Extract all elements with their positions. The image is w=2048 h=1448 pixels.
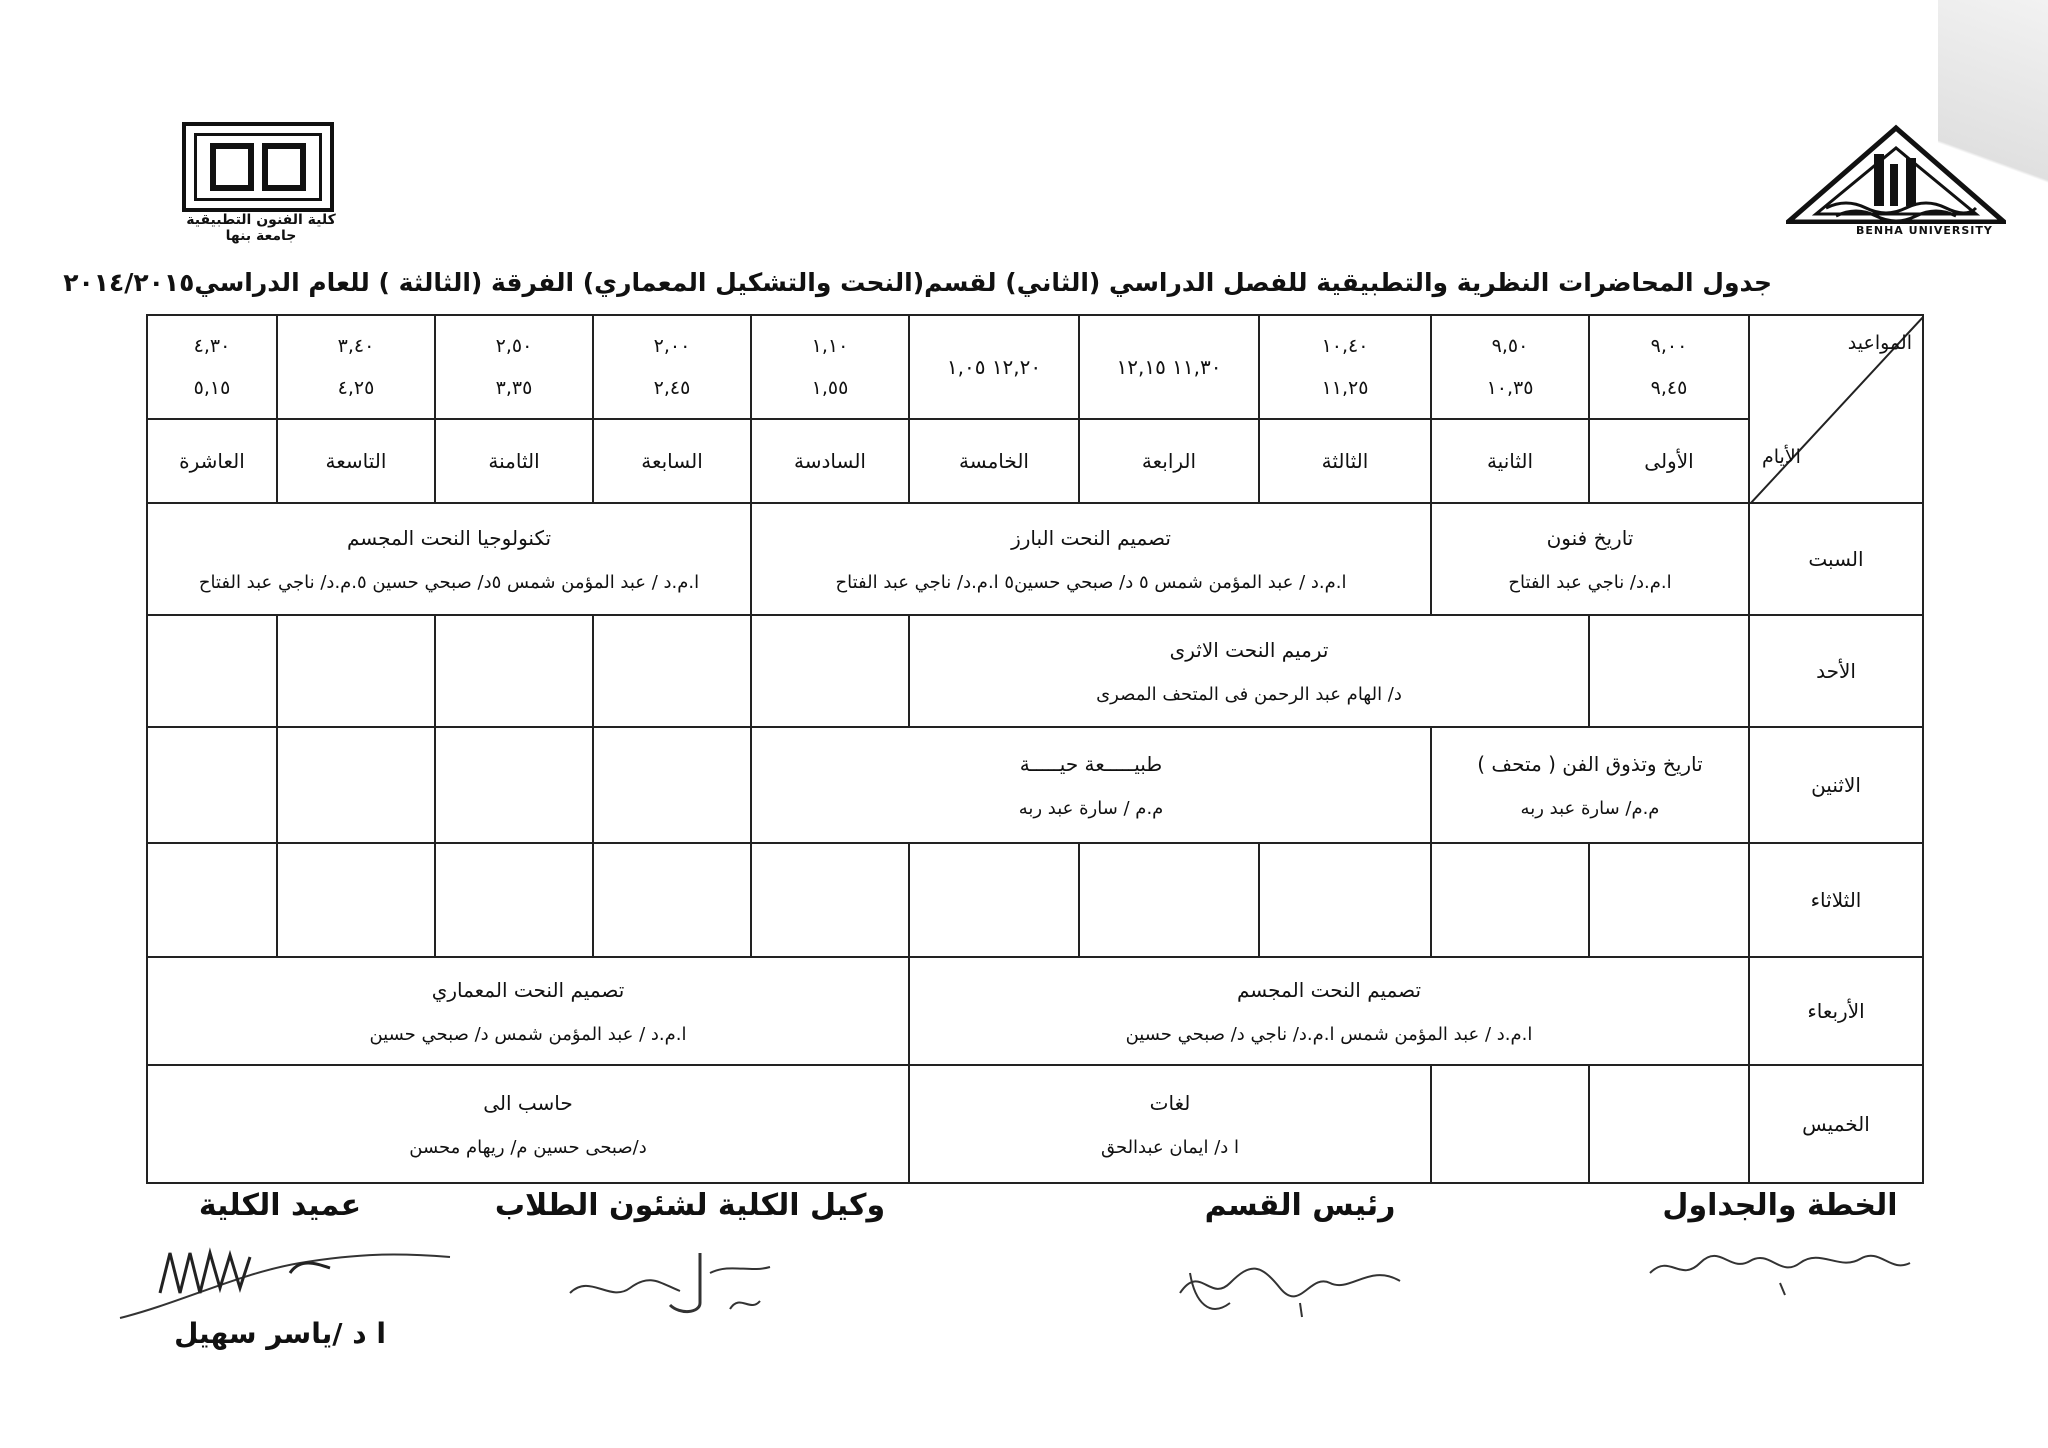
handwritten-signature-icon <box>1630 1233 1930 1303</box>
university-logo-caption: BENHA UNIVERSITY <box>1856 224 1993 237</box>
empty-cell <box>1589 1065 1749 1183</box>
empty-cell <box>1259 843 1431 957</box>
period-label: الخامسة <box>909 419 1079 503</box>
periods-row <box>147 419 1923 503</box>
session-cell: طبيـــــعة حيـــــة م.م / سارة عبد ربه <box>751 727 1431 843</box>
empty-cell <box>277 615 435 727</box>
day-label: الأحد <box>1749 615 1923 727</box>
empty-cell <box>435 615 593 727</box>
day-label: الاثنين <box>1749 727 1923 843</box>
faculty-logo <box>182 122 340 244</box>
logo-glyph-left-icon <box>210 143 254 191</box>
session-cell: تكنولوجيا النحت المجسم ا.م.د / عبد المؤمن شمس ٥د/ صبحي حسين ٥.م.د/ ناجي عبد الفتاح <box>147 503 751 615</box>
day-label: الخميس <box>1749 1065 1923 1183</box>
time-slot: ١,١٠ ١,٥٥ <box>751 315 909 419</box>
handwritten-signature-icon <box>1150 1233 1450 1323</box>
handwritten-signature-icon <box>530 1233 850 1323</box>
time-slot: ٤,٣٠ ٥,١٥ <box>147 315 277 419</box>
period-label: الرابعة <box>1079 419 1259 503</box>
times-label: المواعيد <box>1847 332 1912 354</box>
day-row-tuesday <box>147 843 1923 957</box>
time-slot: ٢,٠٠ ٢,٤٥ <box>593 315 751 419</box>
period-label: السابعة <box>593 419 751 503</box>
day-row-sunday <box>147 615 1923 727</box>
signature-label: رئيس القسم <box>1204 1188 1396 1223</box>
empty-cell <box>1589 843 1749 957</box>
session-cell: تصميم النحت البارز ا.م.د / عبد المؤمن شمس ٥ د/ صبحي حسين٥ ا.م.د/ ناجي عبد الفتاح <box>751 503 1431 615</box>
logo-glyph-right-icon <box>262 143 306 191</box>
time-slot: ٩,٥٠ ١٠,٣٥ <box>1431 315 1589 419</box>
day-row-monday <box>147 727 1923 843</box>
empty-cell <box>909 843 1079 957</box>
period-label: الثانية <box>1431 419 1589 503</box>
empty-cell <box>147 727 277 843</box>
day-label: الأربعاء <box>1749 957 1923 1065</box>
empty-cell <box>1431 843 1589 957</box>
schedule-table <box>146 314 1924 1184</box>
empty-cell <box>147 615 277 727</box>
time-slot: ٣,٤٠ ٤,٢٥ <box>277 315 435 419</box>
signature-vice-dean <box>480 1188 900 1323</box>
empty-cell <box>1589 615 1749 727</box>
empty-cell <box>147 843 277 957</box>
session-cell: تاريخ فنون ا.م.د/ ناجي عبد الفتاح <box>1431 503 1749 615</box>
empty-cell <box>751 615 909 727</box>
session-cell: تصميم النحت المعماري ا.م.د / عبد المؤمن شمس د/ صبحي حسين <box>147 957 909 1065</box>
session-cell: تاريخ وتذوق الفن ( متحف ) م.م/ سارة عبد ربه <box>1431 727 1749 843</box>
signature-label: الخطة والجداول <box>1662 1188 1898 1223</box>
day-label: الثلاثاء <box>1749 843 1923 957</box>
time-slot: ٩,٠٠ ٩,٤٥ <box>1589 315 1749 419</box>
empty-cell <box>277 843 435 957</box>
time-slot: ١١,٣٠ ١٢,١٥ <box>1079 315 1259 419</box>
faculty-logo-caption: كلية الفنون التطبيقية <box>186 212 336 228</box>
signature-label: عميد الكلية <box>198 1188 362 1223</box>
empty-cell <box>593 843 751 957</box>
session-cell: لغات ا د/ ايمان عبدالحق <box>909 1065 1431 1183</box>
empty-cell <box>277 727 435 843</box>
session-cell: حاسب الى د/صبحى حسين م/ ريهام محسن <box>147 1065 909 1183</box>
empty-cell <box>1079 843 1259 957</box>
period-label: الثالثة <box>1259 419 1431 503</box>
period-label: السادسة <box>751 419 909 503</box>
signature-dean <box>100 1188 460 1350</box>
university-logo <box>1786 124 2006 244</box>
empty-cell <box>593 727 751 843</box>
university-emblem-icon <box>1786 124 2006 224</box>
page-title: جدول المحاضرات النظرية والتطبيقية للفصل الدراسي (الثاني) لقسم(النحت والتشكيل المعماري) الفرقة (الثالثة ) للعام الدراسي٢٠١٤/٢٠١٥ <box>63 268 1772 297</box>
time-slot: ١٢,٢٠ ١,٠٥ <box>909 315 1079 419</box>
period-label: التاسعة <box>277 419 435 503</box>
signature-label: وكيل الكلية لشئون الطلاب <box>494 1188 886 1223</box>
day-row-wednesday <box>147 957 1923 1065</box>
days-label: الأيام <box>1762 446 1801 468</box>
empty-cell <box>1431 1065 1589 1183</box>
session-cell: تصميم النحت المجسم ا.م.د / عبد المؤمن شمس ا.م.د/ ناجي د/ صبحي حسين <box>909 957 1749 1065</box>
times-row <box>147 315 1923 419</box>
signature-department-head <box>1120 1188 1480 1323</box>
period-label: الأولى <box>1589 419 1749 503</box>
day-row-saturday <box>147 503 1923 615</box>
signature-planning <box>1600 1188 1960 1303</box>
period-label: الثامنة <box>435 419 593 503</box>
empty-cell <box>435 727 593 843</box>
signatures-section <box>100 1188 1960 1398</box>
day-label: السبت <box>1749 503 1923 615</box>
header-corner-cell <box>1749 315 1923 503</box>
university-logo-caption-ar: جامعة بنها <box>225 228 297 244</box>
dean-name: ا د /ياسر سهيل <box>174 1317 386 1350</box>
empty-cell <box>593 615 751 727</box>
empty-cell <box>751 843 909 957</box>
time-slot: ١٠,٤٠ ١١,٢٥ <box>1259 315 1431 419</box>
empty-cell <box>435 843 593 957</box>
day-row-thursday <box>147 1065 1923 1183</box>
session-cell: ترميم النحت الاثرى د/ الهام عبد الرحمن فى المتحف المصرى <box>909 615 1589 727</box>
time-slot: ٢,٥٠ ٣,٣٥ <box>435 315 593 419</box>
handwritten-signature-icon <box>100 1233 460 1323</box>
period-label: العاشرة <box>147 419 277 503</box>
